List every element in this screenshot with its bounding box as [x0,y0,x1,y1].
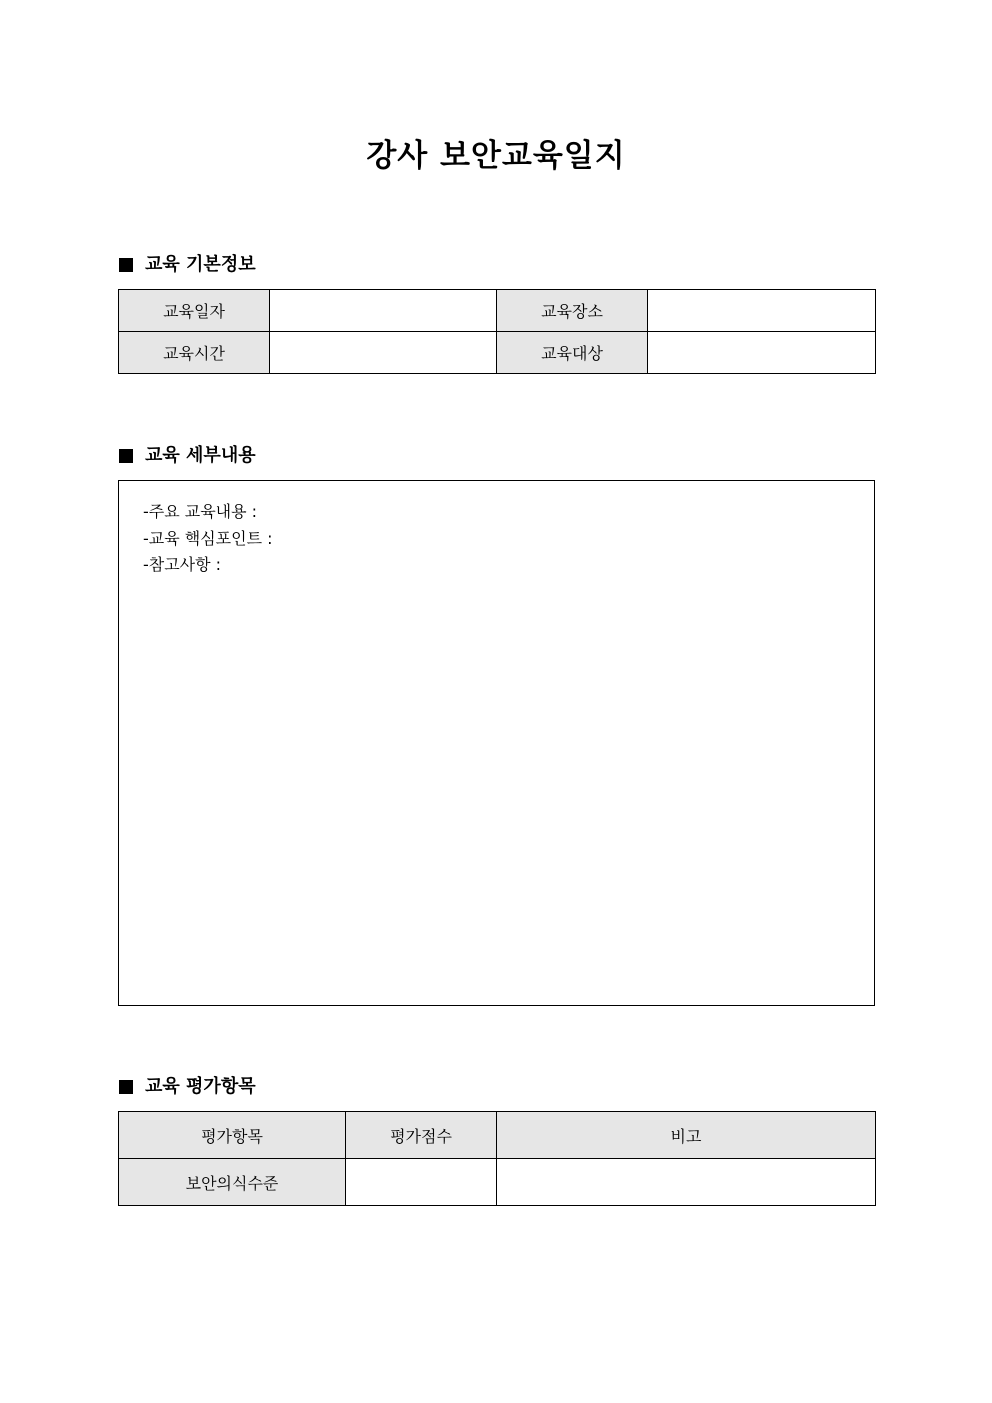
column-header-item: 평가항목 [119,1112,346,1159]
document-title: 강사 보안교육일지 [366,138,626,174]
target-field[interactable] [648,332,876,374]
table-row [119,290,876,332]
detail-line-main-content: -주요 교육내용 : [143,502,258,521]
column-header-note: 비고 [497,1112,876,1159]
details-lines [143,499,273,579]
square-bullet-icon [119,449,133,463]
eval-item-cell: 보안의식수준 [119,1159,346,1206]
evaluation-table [118,1111,876,1206]
date-field[interactable] [270,290,497,332]
section-heading-evaluation [119,1075,256,1099]
square-bullet-icon [119,258,133,272]
basic-info-table [118,289,876,374]
detail-line-notes: -참고사항 : [143,555,222,574]
table-row [119,332,876,374]
section-heading-basic-info [119,253,256,277]
label-date: 교육일자 [119,290,270,332]
section-heading-label: 교육 세부내용 [145,445,256,466]
eval-note-field[interactable] [497,1159,876,1206]
square-bullet-icon [119,1080,133,1094]
column-header-score: 평가점수 [346,1112,497,1159]
time-field[interactable] [270,332,497,374]
location-field[interactable] [648,290,876,332]
section-heading-label: 교육 기본정보 [145,254,256,275]
label-location: 교육장소 [497,290,648,332]
section-heading-details [119,444,256,468]
eval-score-field[interactable] [346,1159,497,1206]
table-header-row [119,1112,876,1159]
detail-line-key-points: -교육 핵심포인트 : [143,528,273,548]
label-time: 교육시간 [119,332,270,374]
table-row [119,1159,876,1206]
details-content-box[interactable] [118,480,875,1006]
section-heading-label: 교육 평가항목 [145,1076,256,1097]
label-target: 교육대상 [497,332,648,374]
